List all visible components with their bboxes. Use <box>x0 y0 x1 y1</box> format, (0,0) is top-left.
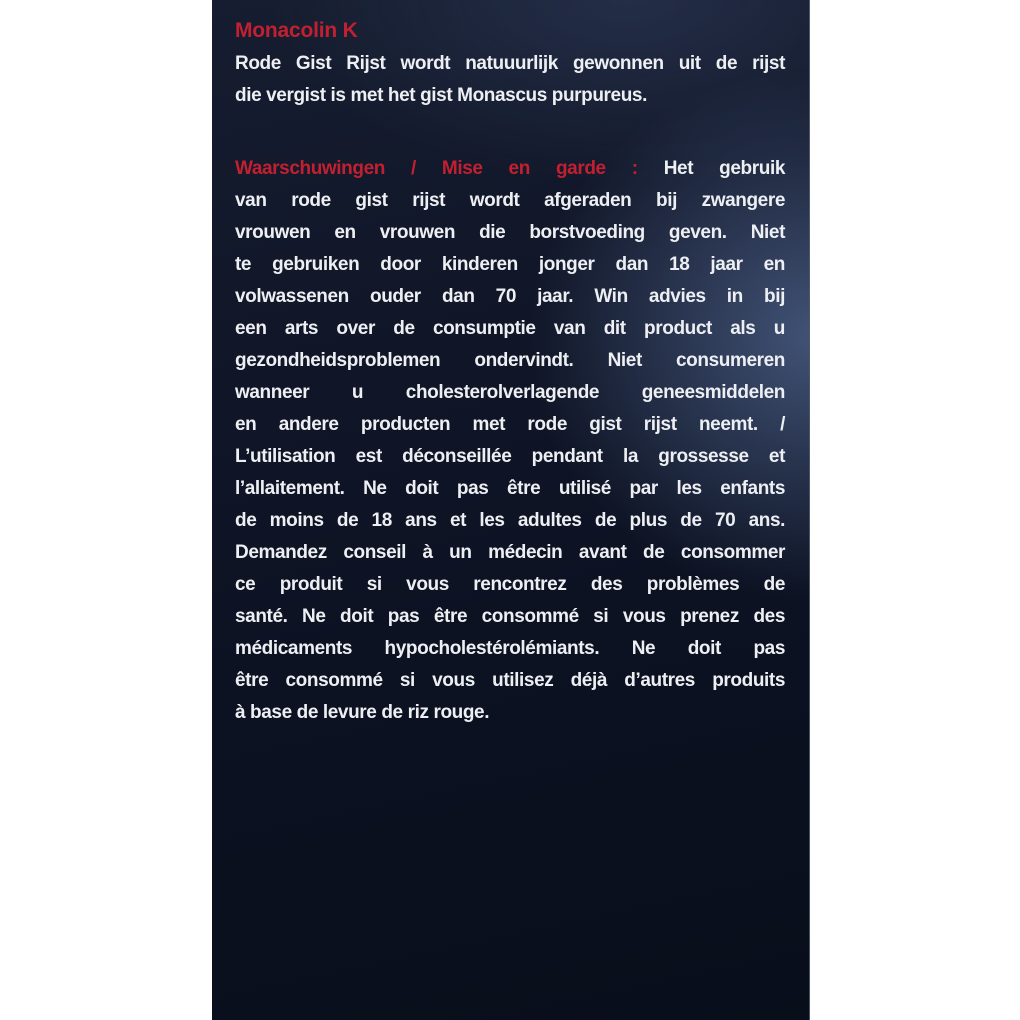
text-line: santé. Ne doit pas être consommé si vous prenez des <box>235 606 785 627</box>
text-line: volwassenen ouder dan 70 jaar. Win advies in bij <box>235 286 785 307</box>
text-line: van rode gist rijst wordt afgeraden bij zwangere <box>235 190 785 211</box>
text-line: l’allaitement. Ne doit pas être utilisé par les enfants <box>235 478 785 499</box>
text-line: de moins de 18 ans et les adultes de plus de 70 ans. <box>235 510 785 531</box>
text-line: ce produit si vous rencontrez des problèmes de <box>235 574 785 595</box>
text-line: être consommé si vous utilisez déjà d’autres produits <box>235 670 785 691</box>
monacolin-section <box>235 16 785 112</box>
warnings-paragraph <box>235 185 785 729</box>
text-line: médicaments hypocholestérolémiants. Ne doit pas <box>235 638 785 659</box>
text-line: gezondheidsproblemen ondervindt. Niet consumeren <box>235 350 785 371</box>
text-line: te gebruiken door kinderen jonger dan 18 jaar en <box>235 254 785 275</box>
warnings-section-heading: Waarschuwingen / Mise en garde : <box>235 158 638 179</box>
monacolin-paragraph <box>235 48 785 112</box>
monacolin-section-heading: Monacolin K <box>235 19 358 42</box>
text-line: Demandez conseil à un médecin avant de consommer <box>235 542 785 563</box>
warnings-first-line <box>235 153 785 185</box>
text-line: een arts over de consumptie van dit product als u <box>235 318 785 339</box>
text-line: à base de levure de riz rouge. <box>235 702 490 723</box>
text-line: wanneer u cholesterolverlagende geneesmiddelen <box>235 382 785 403</box>
supplement-label-panel <box>212 0 810 1020</box>
text-line: en andere producten met rode gist rijst neemt. / <box>235 414 785 435</box>
text-line: die vergist is met het gist Monascus purpureus. <box>235 85 647 106</box>
text-line: vrouwen en vrouwen die borstvoeding geven. Niet <box>235 222 785 243</box>
warnings-first-line-text: Het gebruik <box>663 158 785 179</box>
warnings-section <box>235 153 785 729</box>
text-line: Rode Gist Rijst wordt natuuurlijk gewonnen uit de rijst <box>235 53 785 74</box>
text-line: L’utilisation est déconseillée pendant la grossesse et <box>235 446 785 467</box>
